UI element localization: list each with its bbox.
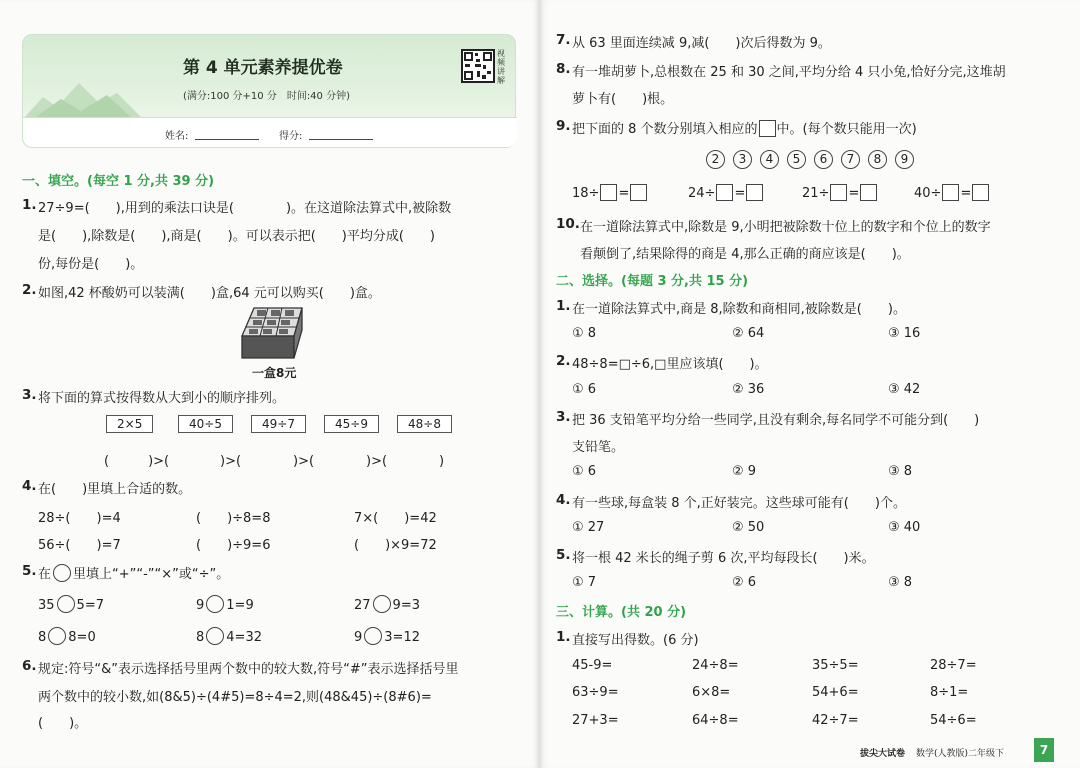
q4-text: 在( )里填上合适的数。 bbox=[38, 482, 192, 497]
q8-number: 8. bbox=[556, 61, 571, 77]
digit-circle: 5 bbox=[787, 150, 806, 169]
calc-item[interactable]: 54÷6= bbox=[930, 713, 977, 728]
q5-item[interactable]: 8 8=0 bbox=[38, 627, 96, 645]
qr-label: 视频讲解 bbox=[497, 49, 505, 85]
answer-box-icon bbox=[759, 120, 776, 137]
calc-item[interactable]: 45-9= bbox=[572, 658, 613, 673]
q5-item[interactable]: 9 1=9 bbox=[196, 595, 254, 613]
q6-line3[interactable]: ( )。 bbox=[38, 716, 88, 731]
q4-item[interactable]: 28÷( )=4 bbox=[38, 511, 121, 526]
calc-item[interactable]: 8÷1= bbox=[930, 685, 969, 700]
order-blank[interactable]: ( )>( bbox=[104, 454, 170, 469]
name-label: 姓名: bbox=[165, 131, 189, 142]
section-choice-title: 二、选择。(每题 3 分,共 15 分) bbox=[556, 274, 749, 289]
choice-option[interactable]: ① 7 bbox=[572, 575, 597, 590]
c3-text-continued: 支铅笔。 bbox=[572, 440, 625, 455]
c4-number: 4. bbox=[556, 492, 571, 508]
digit-circle: 7 bbox=[841, 150, 860, 169]
q8-line2: 萝卜有( )根。 bbox=[572, 92, 674, 107]
q5-item[interactable]: 35 5=7 bbox=[38, 595, 104, 613]
operator-circle-icon bbox=[53, 564, 71, 582]
order-blank[interactable]: )>( bbox=[254, 454, 315, 469]
expr-box: 40÷5 bbox=[178, 415, 233, 433]
q1-line1: 27÷9=( ),用到的乘法口诀是( )。在这道除法算式中,被除数 bbox=[38, 201, 452, 216]
q5-number: 5. bbox=[22, 563, 37, 579]
header-banner bbox=[22, 34, 516, 148]
digit-circles bbox=[706, 150, 922, 169]
c3-number: 3. bbox=[556, 409, 571, 425]
q7-number: 7. bbox=[556, 32, 571, 48]
c2-text: 48÷8=□÷6,□里应该填( )。 bbox=[572, 357, 768, 372]
choice-option[interactable]: ① 8 bbox=[572, 326, 597, 341]
choice-option[interactable]: ① 6 bbox=[572, 382, 597, 397]
q6-line1: 规定:符号“&”表示选择括号里两个数中的较大数,符号“#”表示选择括号里 bbox=[38, 662, 459, 677]
choice-option[interactable]: ③ 16 bbox=[888, 326, 921, 341]
q10-line1: 在一道除法算式中,除数是 9,小明把被除数十位上的数字和个位上的数字 bbox=[580, 220, 991, 235]
q3-number: 3. bbox=[22, 387, 37, 403]
calc-item[interactable]: 54+6= bbox=[812, 685, 859, 700]
choice-option[interactable]: ③ 8 bbox=[888, 575, 913, 590]
choice-option[interactable]: ③ 40 bbox=[888, 520, 921, 535]
score-label: 得分: bbox=[279, 131, 303, 142]
expr-box: 2×5 bbox=[106, 415, 153, 433]
calc-item[interactable]: 6×8= bbox=[692, 685, 731, 700]
page-number: 7 bbox=[1034, 738, 1054, 762]
calc-item[interactable]: 28÷7= bbox=[930, 658, 977, 673]
q4-item[interactable]: ( )÷8=8 bbox=[196, 511, 271, 526]
q4-item[interactable]: 7×( )=42 bbox=[354, 511, 437, 526]
digit-circle: 9 bbox=[895, 150, 914, 169]
choice-option[interactable]: ① 27 bbox=[572, 520, 605, 535]
score-blank[interactable] bbox=[309, 139, 373, 140]
q4-item[interactable]: ( )÷9=6 bbox=[196, 538, 271, 553]
q5-item[interactable]: 8 4=32 bbox=[196, 627, 262, 645]
section-calc-title: 三、计算。(共 20 分) bbox=[556, 605, 687, 620]
q1-line3: 份,每份是( )。 bbox=[38, 257, 144, 272]
calc-q1-text: 直接写出得数。(6 分) bbox=[572, 633, 699, 648]
name-score-bar bbox=[23, 117, 517, 147]
c1-number: 1. bbox=[556, 298, 571, 314]
expr-box: 49÷7 bbox=[251, 415, 306, 433]
q9-equation[interactable]: 24÷ = bbox=[688, 184, 764, 201]
footer-brand: 拔尖大试卷 bbox=[860, 749, 906, 759]
q4-item[interactable]: ( )×9=72 bbox=[354, 538, 437, 553]
q9-equation[interactable]: 18÷ = bbox=[572, 184, 648, 201]
section-fill-in-title: 一、填空。(每空 1 分,共 39 分) bbox=[22, 174, 215, 189]
choice-option[interactable]: ② 64 bbox=[732, 326, 765, 341]
c4-text: 有一些球,每盒装 8 个,正好装完。这些球可能有( )个。 bbox=[572, 496, 906, 511]
expr-box: 45÷9 bbox=[324, 415, 379, 433]
q1-line2: 是( ),除数是( ),商是( )。可以表示把( )平均分成( ) bbox=[38, 229, 435, 244]
digit-circle: 2 bbox=[706, 150, 725, 169]
digit-circle: 4 bbox=[760, 150, 779, 169]
calc-item[interactable]: 42÷7= bbox=[812, 713, 859, 728]
footer-info: 数学(人教版)二年级下 bbox=[916, 749, 1005, 759]
q6-line2: 两个数中的较小数,如(8&5)÷(4#5)=8÷4=2,则(48&45)÷(8#6)= bbox=[38, 690, 432, 705]
order-blank[interactable]: )>( bbox=[327, 454, 388, 469]
yogurt-carton-image bbox=[238, 306, 304, 362]
q1-number: 1. bbox=[22, 197, 37, 213]
q9-text: 把下面的 8 个数分别填入相应的 中。(每个数只能用一次) bbox=[572, 122, 917, 137]
q5-text: 在 里填上“+”“-”“×”或“÷”。 bbox=[38, 563, 229, 582]
choice-option[interactable]: ② 6 bbox=[732, 575, 757, 590]
q10-line2: 看颠倒了,结果除得的商是 4,那么正确的商应该是( )。 bbox=[580, 247, 910, 262]
q2-number: 2. bbox=[22, 282, 37, 298]
q9-number: 9. bbox=[556, 118, 571, 134]
c1-text: 在一道除法算式中,商是 8,除数和商相同,被除数是( )。 bbox=[572, 302, 906, 317]
c5-number: 5. bbox=[556, 547, 571, 563]
calc-item[interactable]: 24÷8= bbox=[692, 658, 739, 673]
calc-item[interactable]: 64÷8= bbox=[692, 713, 739, 728]
q8-line1: 有一堆胡萝卜,总根数在 25 和 30 之间,平均分给 4 只小兔,恰好分完,这堆胡 bbox=[572, 65, 1006, 80]
q5-item[interactable]: 9 3=12 bbox=[354, 627, 420, 645]
calc-item[interactable]: 27+3= bbox=[572, 713, 619, 728]
page-title: 第 4 单元素养提优卷 bbox=[183, 58, 343, 78]
c2-number: 2. bbox=[556, 353, 571, 369]
name-blank[interactable] bbox=[195, 139, 259, 140]
c5-text: 将一根 42 米长的绳子剪 6 次,平均每段长( )米。 bbox=[572, 551, 875, 566]
choice-option[interactable]: ③ 8 bbox=[888, 464, 913, 479]
carton-price-caption: 一盒8元 bbox=[252, 366, 297, 380]
mountain-decoration bbox=[23, 69, 143, 119]
c3-text: 把 36 支铅笔平均分给一些同学,且没有剩余,每名同学不可能分到( ) bbox=[572, 413, 980, 428]
order-blank[interactable]: ) bbox=[400, 454, 445, 469]
qr-code-icon[interactable] bbox=[461, 49, 495, 83]
choice-option[interactable]: ① 6 bbox=[572, 464, 597, 479]
calc-item[interactable]: 63÷9= bbox=[572, 685, 619, 700]
q9-equation[interactable]: 40÷ = bbox=[914, 184, 990, 201]
q7-text: 从 63 里面连续减 9,减( )次后得数为 9。 bbox=[572, 36, 831, 51]
calc-q1-number: 1. bbox=[556, 629, 571, 645]
expr-box: 48÷8 bbox=[397, 415, 452, 433]
choice-option[interactable]: ② 9 bbox=[732, 464, 757, 479]
calc-item[interactable]: 35÷5= bbox=[812, 658, 859, 673]
q4-item[interactable]: 56÷( )=7 bbox=[38, 538, 121, 553]
right-page bbox=[540, 0, 1080, 768]
digit-circle: 8 bbox=[868, 150, 887, 169]
choice-option[interactable]: ③ 42 bbox=[888, 382, 921, 397]
q10-number: 10. bbox=[556, 216, 580, 232]
order-blank[interactable]: )>( bbox=[181, 454, 242, 469]
q5-item[interactable]: 27 9=3 bbox=[354, 595, 420, 613]
q9-equation[interactable]: 21÷ = bbox=[802, 184, 878, 201]
exam-subtitle: (满分:100 分+10 分 时间:40 分钟) bbox=[183, 91, 350, 102]
q6-number: 6. bbox=[22, 658, 37, 674]
q3-text: 将下面的算式按得数从大到小的顺序排列。 bbox=[38, 391, 286, 406]
digit-circle: 6 bbox=[814, 150, 833, 169]
choice-option[interactable]: ② 50 bbox=[732, 520, 765, 535]
q2-text: 如图,42 杯酸奶可以装满( )盒,64 元可以购买( )盒。 bbox=[38, 286, 381, 301]
q4-number: 4. bbox=[22, 478, 37, 494]
digit-circle: 3 bbox=[733, 150, 752, 169]
choice-option[interactable]: ② 36 bbox=[732, 382, 765, 397]
